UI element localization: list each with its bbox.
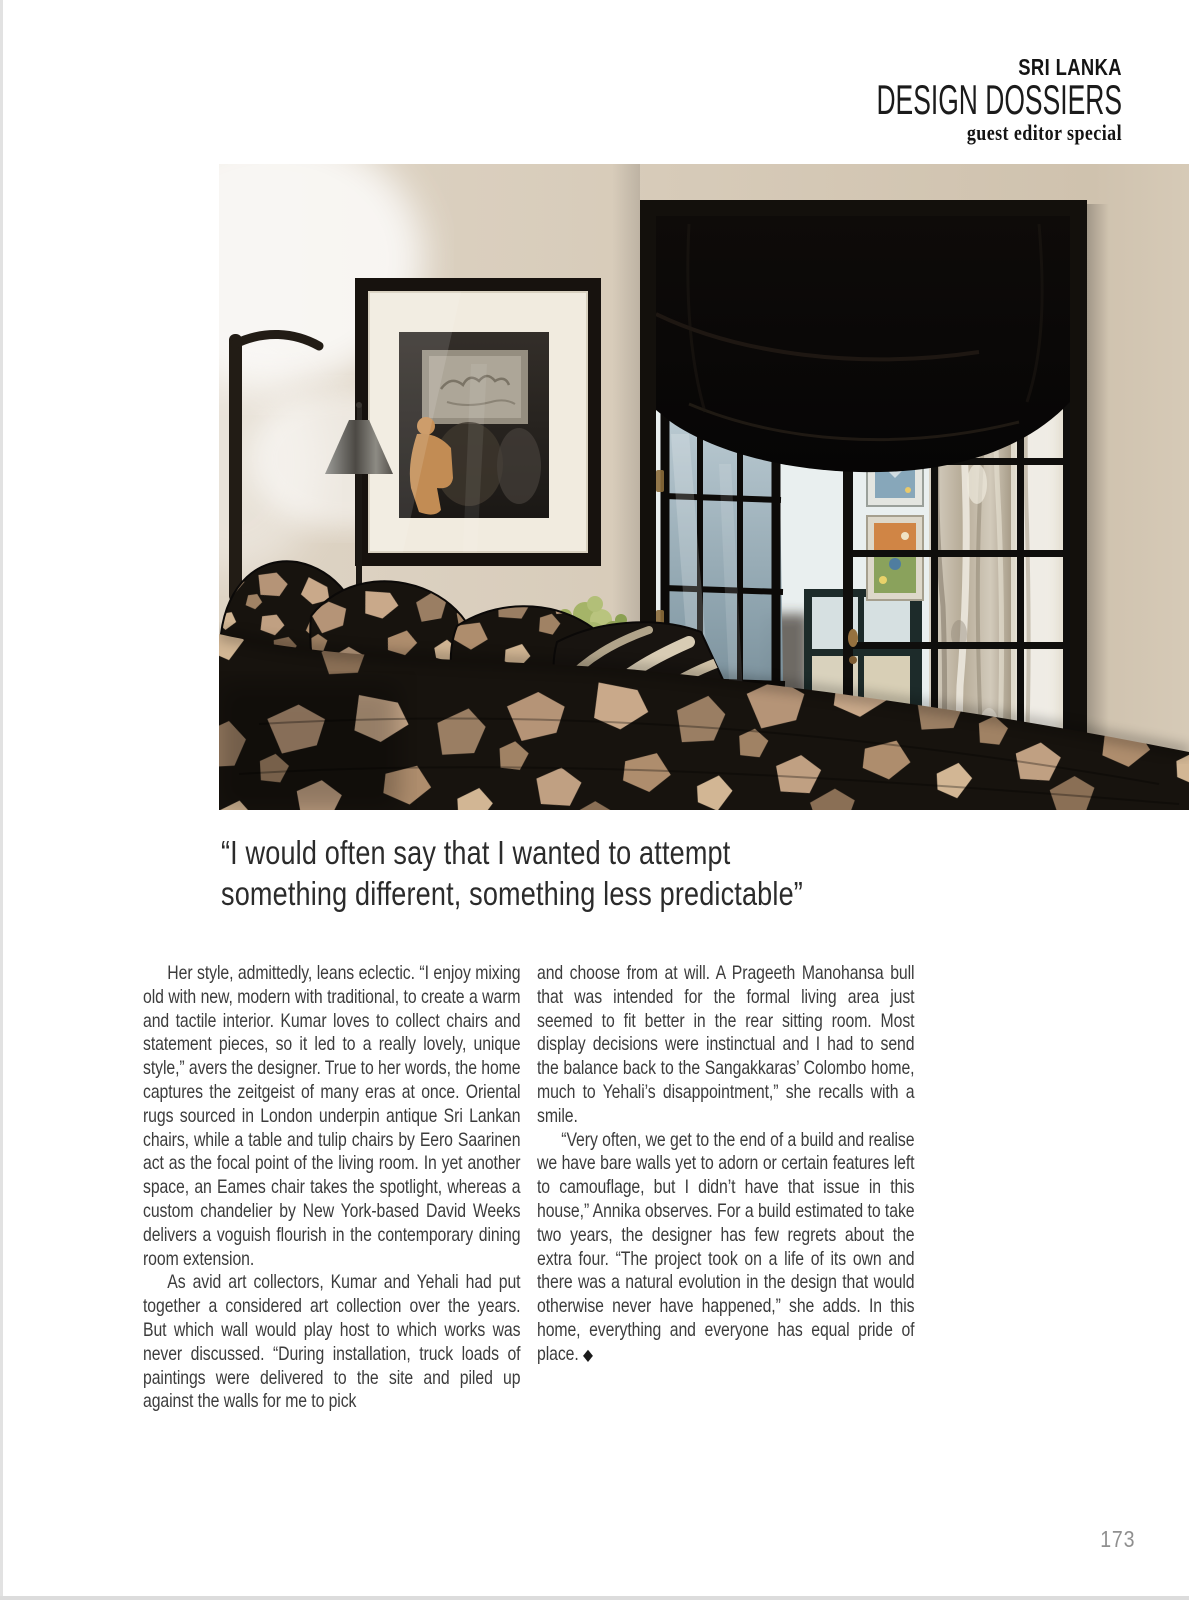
- article-column-left: [143, 962, 520, 1414]
- paragraph-text: “Very often, we get to the end of a build and realise we have bare walls yet to adorn or certain features left to camouflage, but I didn’t have that issue in this house,” Annika observes. For a build estimated to take two years, the designer has few regrets about the extra four. “The project took on a life of its own and there was a natural evolution in the design that would otherwise never have happened,” she adds. In this home, everything and everyone has equal pride of place.: [537, 1128, 915, 1365]
- page-left-edge: [0, 0, 3, 1600]
- pull-quote-line2: something different, something less predictable”: [221, 875, 803, 912]
- paragraph: As avid art collectors, Kumar and Yehali had put together a considered art collection over the years. But which wall would play host to which works was never discussed. “During installation, truck loads of paintings were delivered to the site and piled up against the walls for me to pick: [143, 1271, 521, 1413]
- page-bottom-edge: [0, 1596, 1189, 1600]
- framed-artwork: [355, 278, 601, 566]
- pull-quote: [221, 832, 926, 914]
- article-column-right: [537, 962, 914, 1368]
- masthead-subtitle: guest editor special: [966, 120, 1122, 145]
- magazine-title: DESIGN DOSSIERS: [876, 76, 1122, 123]
- paragraph: and choose from at will. A Prageeth Manohansa bull that was intended for the formal living area just seemed to fit better in the rear sitting room. Most display decisions were instinctual and I had to send the balance back to the Sangakkaras’ Colombo home, much to Yehali’s disappointment,” she recalls with a smile.: [537, 962, 915, 1127]
- bedroom-photo-svg: [219, 164, 1189, 810]
- paragraph: Her style, admittedly, leans eclectic. “I enjoy mixing old with new, modern with traditional, to create a warm and tactile interior. Kumar loves to collect chairs and statement pieces, so it led to a really lovely, unique style,” avers the designer. True to her words, the home captures the zeitgeist of many eras at once. Oriental rugs sourced in London underpin antique Sri Lankan chairs, while a table and tulip chairs by Eero Saarinen act as the focal point of the living room. In yet another space, an Eames chair takes the spotlight, whereas a custom chandelier by New York-based David Weeks delivers a voguish flourish in the contemporary dining room extension.: [143, 962, 521, 1270]
- bedroom-photo: [219, 164, 1189, 810]
- paragraph: [537, 1129, 914, 1368]
- section-label: SRI LANKA: [1018, 54, 1122, 80]
- page-number: 173: [1099, 1526, 1135, 1552]
- end-mark-diamond: ◆: [582, 1346, 593, 1364]
- fabric-valance: [656, 216, 1070, 472]
- hallway-artwork-bottom: [867, 516, 923, 600]
- masthead: [642, 56, 1122, 144]
- pull-quote-line1: “I would often say that I wanted to attempt: [221, 834, 731, 871]
